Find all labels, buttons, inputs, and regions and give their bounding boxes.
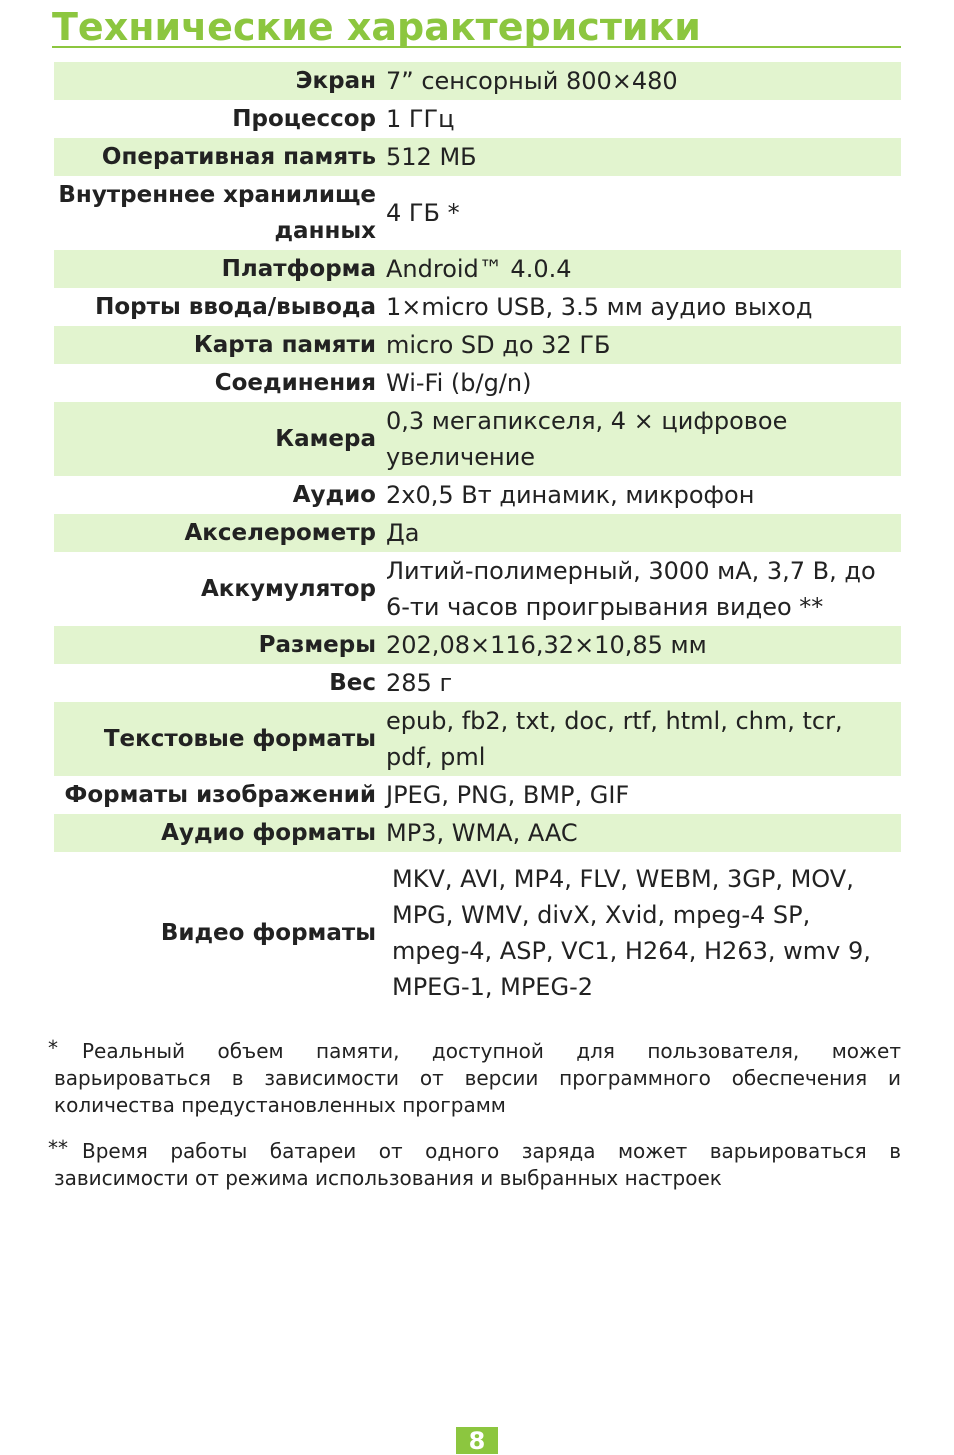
spec-row: [54, 476, 901, 514]
spec-value: 7” сенсорный 800×480: [385, 62, 901, 100]
spec-value: Android™ 4.0.4: [385, 250, 901, 288]
spec-row: [54, 288, 901, 326]
spec-value: 2x0,5 Вт динамик, микрофон: [386, 481, 755, 509]
spec-row: [54, 62, 901, 100]
spec-row: [54, 138, 901, 176]
spec-label: Оперативная память: [54, 138, 385, 176]
spec-value: 0,3 мегапикселя, 4 × цифровое увеличение: [385, 402, 901, 476]
spec-row: [54, 514, 901, 552]
spec-value: 1 ГГц: [386, 105, 455, 133]
specs-table: [54, 62, 901, 1014]
spec-row: [54, 852, 901, 1014]
spec-label: Внутреннее хранилище данных: [58, 182, 376, 244]
spec-row: [54, 402, 901, 476]
spec-value: micro SD до 32 ГБ: [385, 326, 901, 364]
spec-row: [54, 250, 901, 288]
spec-label: Платформа: [54, 250, 385, 288]
spec-value: 512 МБ: [385, 138, 901, 176]
spec-label: Вес: [329, 670, 376, 696]
spec-row: [54, 776, 901, 814]
spec-label: Порты ввода/вывода: [95, 294, 376, 320]
spec-label: Аккумулятор: [200, 576, 376, 602]
spec-row: [54, 664, 901, 702]
spec-label: Видео форматы: [160, 920, 376, 946]
spec-label: Размеры: [54, 626, 385, 664]
spec-label: Аудио: [292, 482, 376, 508]
footnote-text: Время работы батареи от одного заряда может варьироваться в зависимости от режима использования и выбранных настроек: [54, 1139, 901, 1190]
spec-label: Экран: [54, 62, 385, 100]
footnote: [48, 1038, 901, 1119]
spec-label: Камера: [54, 402, 385, 476]
footnote: [48, 1138, 901, 1192]
spec-label: Форматы изображений: [64, 782, 376, 808]
spec-label: Соединения: [214, 370, 376, 396]
footnote-mark: **: [48, 1136, 68, 1160]
footnote-mark: *: [48, 1036, 58, 1060]
spec-row: [54, 814, 901, 852]
spec-value: Wi-Fi (b/g/n): [386, 369, 532, 397]
spec-row: [54, 364, 901, 402]
spec-row: [54, 176, 901, 250]
spec-row: [54, 100, 901, 138]
spec-value: 4 ГБ *: [386, 199, 460, 227]
footnote-text: Реальный объем памяти, доступной для пользователя, может варьироваться в зависимости от версии программного обеспечения и количества предустановленных программ: [54, 1039, 901, 1117]
page-title: Технические характеристики: [52, 2, 901, 48]
spec-label: Аудио форматы: [54, 814, 385, 852]
spec-row: [54, 326, 901, 364]
spec-value: MKV, AVI, MP4, FLV, WEBM, 3GP, MOV, MPG, WMV, divX, Xvid, mpeg-4 SP, mpeg-4, ASP, VC1, H264, H263, wmv 9, MPEG-1, MPEG-2: [392, 865, 871, 1001]
spec-value: 285 г: [386, 669, 453, 697]
spec-value: Литий-полимерный, 3000 мА, 3,7 В, до 6-ти часов проигрывания видео **: [386, 557, 876, 621]
spec-value: JPEG, PNG, BMP, GIF: [386, 781, 630, 809]
spec-row: [54, 552, 901, 626]
page-number: 8: [456, 1427, 498, 1454]
spec-row: [54, 626, 901, 664]
spec-value: epub, fb2, txt, doc, rtf, html, chm, tcr, pdf, pml: [385, 702, 901, 776]
spec-value: MP3, WMA, AAC: [385, 814, 901, 852]
spec-label: Карта памяти: [54, 326, 385, 364]
spec-label: Акселерометр: [54, 514, 385, 552]
spec-value: Да: [385, 514, 901, 552]
spec-label: Текстовые форматы: [54, 702, 385, 776]
spec-value: 202,08×116,32×10,85 мм: [385, 626, 901, 664]
spec-label: Процессор: [232, 106, 376, 132]
spec-row: [54, 702, 901, 776]
spec-value: 1×micro USB, 3.5 мм аудио выход: [386, 293, 813, 321]
